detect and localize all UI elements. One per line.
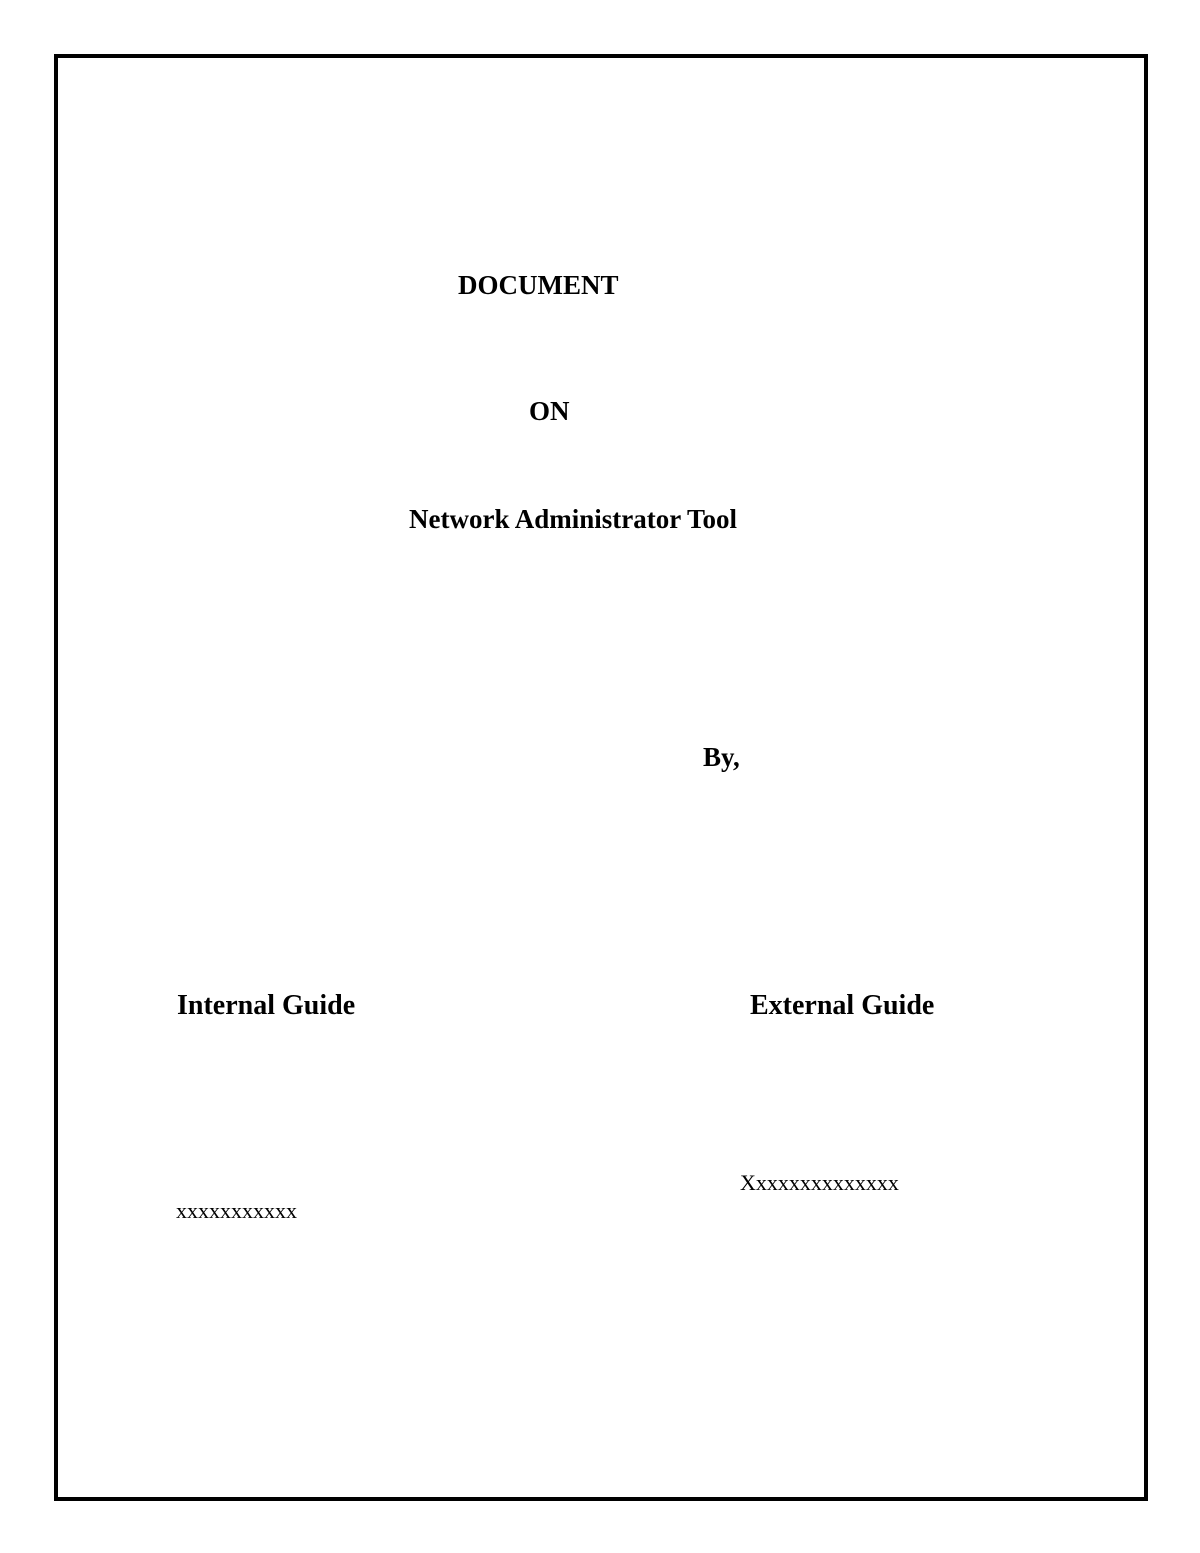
internal-guide-heading: Internal Guide [177, 990, 356, 1021]
document-title-line-2: ON [529, 396, 570, 426]
project-title: Network Administrator Tool [409, 504, 738, 534]
by-label: By, [703, 742, 740, 772]
external-guide-name: Xxxxxxxxxxxxxx [740, 1170, 899, 1195]
document-title-line-1: DOCUMENT [458, 270, 619, 300]
internal-guide-name: xxxxxxxxxxx [176, 1198, 297, 1223]
external-guide-heading: External Guide [750, 990, 935, 1021]
